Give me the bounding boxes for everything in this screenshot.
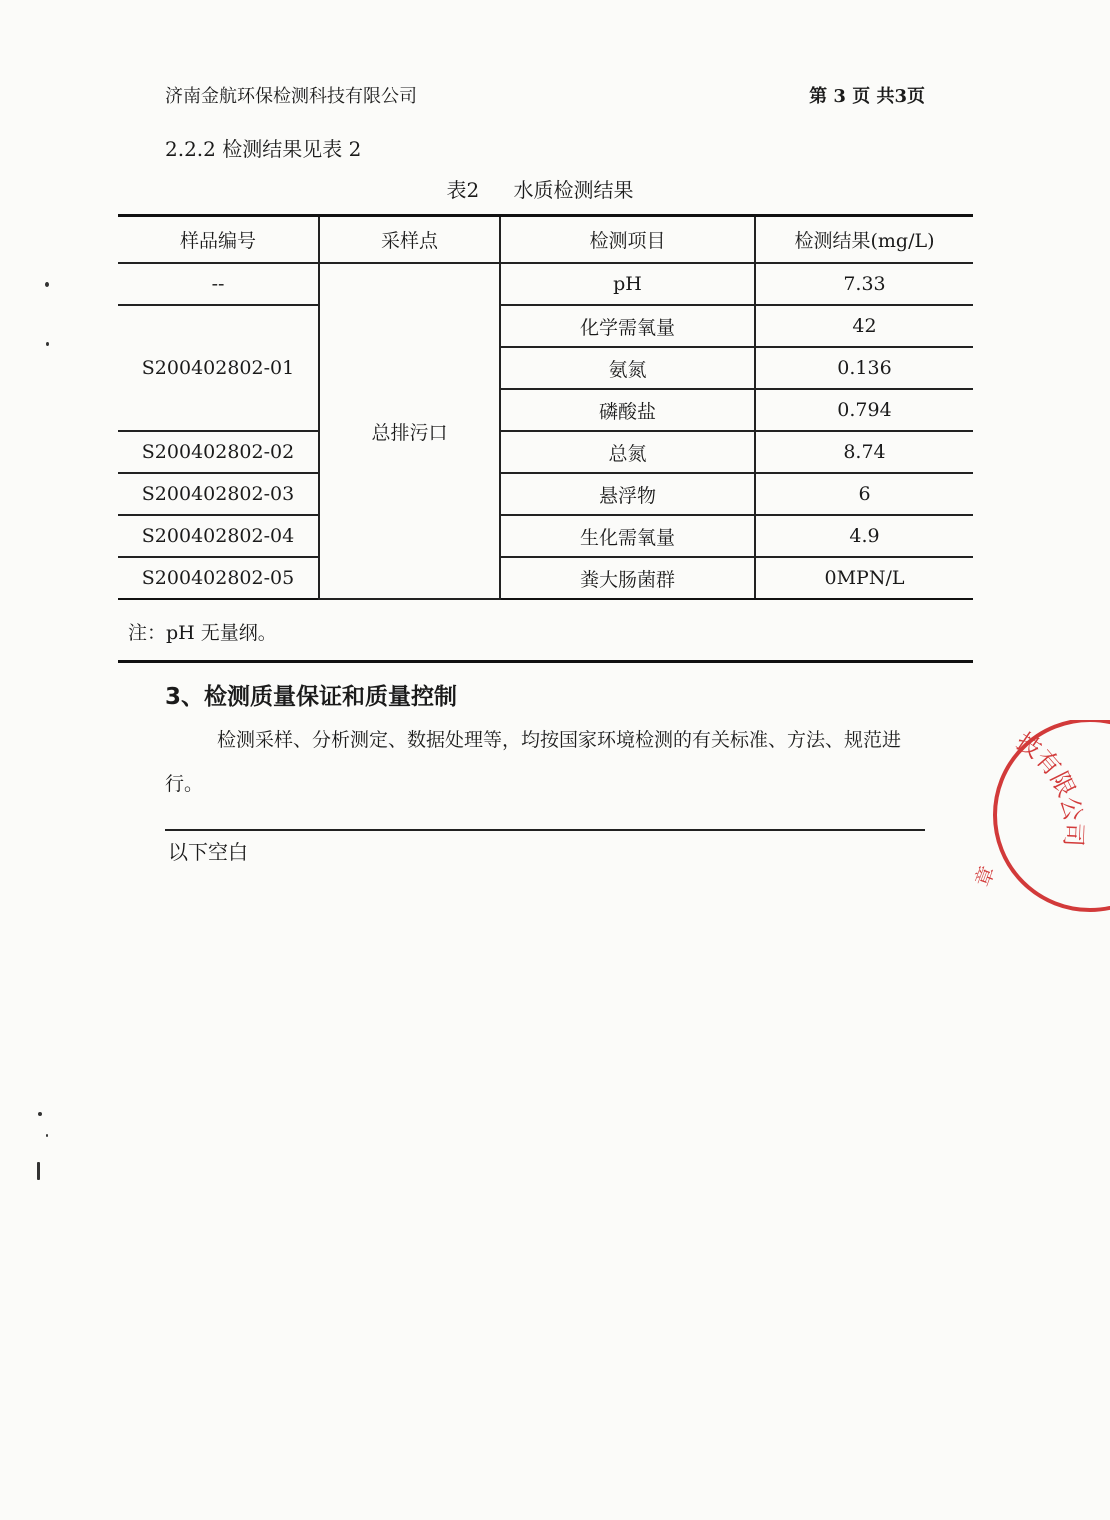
result-cell: 42 (755, 305, 973, 347)
test-item-cell: pH (500, 263, 755, 305)
end-divider (165, 829, 925, 831)
scan-speck (46, 1134, 48, 1137)
section3-body: 检测采样、分析测定、数据处理等，均按国家环境检测的有关标准、方法、规范进行。 (165, 729, 902, 795)
result-cell: 0MPN/L (755, 557, 973, 599)
result-cell: 6 (755, 473, 973, 515)
result-cell: 7.33 (755, 263, 973, 305)
section-reference: 2.2.2 检测结果见表 2 (165, 137, 362, 161)
test-item-cell: 氨氮 (500, 347, 755, 389)
svg-text:技有限公司 (1011, 727, 1088, 847)
company-name: 济南金航环保检测科技有限公司 (165, 86, 417, 107)
sample-id-cell: -- (118, 263, 319, 305)
sample-id-cell: S200402802-01 (118, 305, 319, 431)
test-item-cell: 化学需氧量 (500, 305, 755, 347)
table-row (118, 557, 973, 599)
scan-speck (45, 282, 49, 287)
table-caption (0, 174, 1080, 203)
table-row (118, 431, 973, 473)
table-note: 注：pH 无量纲。 (128, 622, 277, 644)
seal-suffix: 章 (970, 862, 1000, 890)
result-cell: 0.136 (755, 347, 973, 389)
header-test-item: 检测项目 (500, 216, 755, 264)
page-number: 第 3 页 共3页 (809, 86, 925, 107)
results-table (118, 214, 973, 600)
test-item-cell: 粪大肠菌群 (500, 557, 755, 599)
table-header-row (118, 216, 973, 264)
section3-title: 3、检测质量保证和质量控制 (165, 684, 458, 710)
sample-id-cell: S200402802-05 (118, 557, 319, 599)
scan-speck (46, 342, 49, 346)
sample-id-cell: S200402802-04 (118, 515, 319, 557)
scan-speck (37, 1162, 40, 1180)
scan-speck (38, 1112, 42, 1116)
blank-below-note: 以下空白 (168, 840, 248, 864)
table-row (118, 473, 973, 515)
test-item-cell: 磷酸盐 (500, 389, 755, 431)
result-cell: 0.794 (755, 389, 973, 431)
company-seal-stamp (960, 720, 1110, 920)
test-item-cell: 生化需氧量 (500, 515, 755, 557)
seal-text: 技有限公司 (1010, 727, 1088, 848)
test-item-cell: 悬浮物 (500, 473, 755, 515)
table-title: 水质检测结果 (513, 178, 634, 202)
header-sampling-point: 采样点 (319, 216, 500, 264)
section-divider (118, 660, 973, 663)
test-item-cell: 总氮 (500, 431, 755, 473)
table-row (118, 305, 973, 347)
sample-id-cell: S200402802-03 (118, 473, 319, 515)
sample-id-cell: S200402802-02 (118, 431, 319, 473)
result-cell: 4.9 (755, 515, 973, 557)
header-sample-id: 样品编号 (118, 216, 319, 264)
table-row (118, 515, 973, 557)
table-row (118, 263, 973, 305)
result-cell: 8.74 (755, 431, 973, 473)
header-result: 检测结果(mg/L) (755, 216, 973, 264)
table-number: 表2 (446, 178, 480, 202)
sampling-point-cell: 总排污口 (319, 263, 500, 599)
